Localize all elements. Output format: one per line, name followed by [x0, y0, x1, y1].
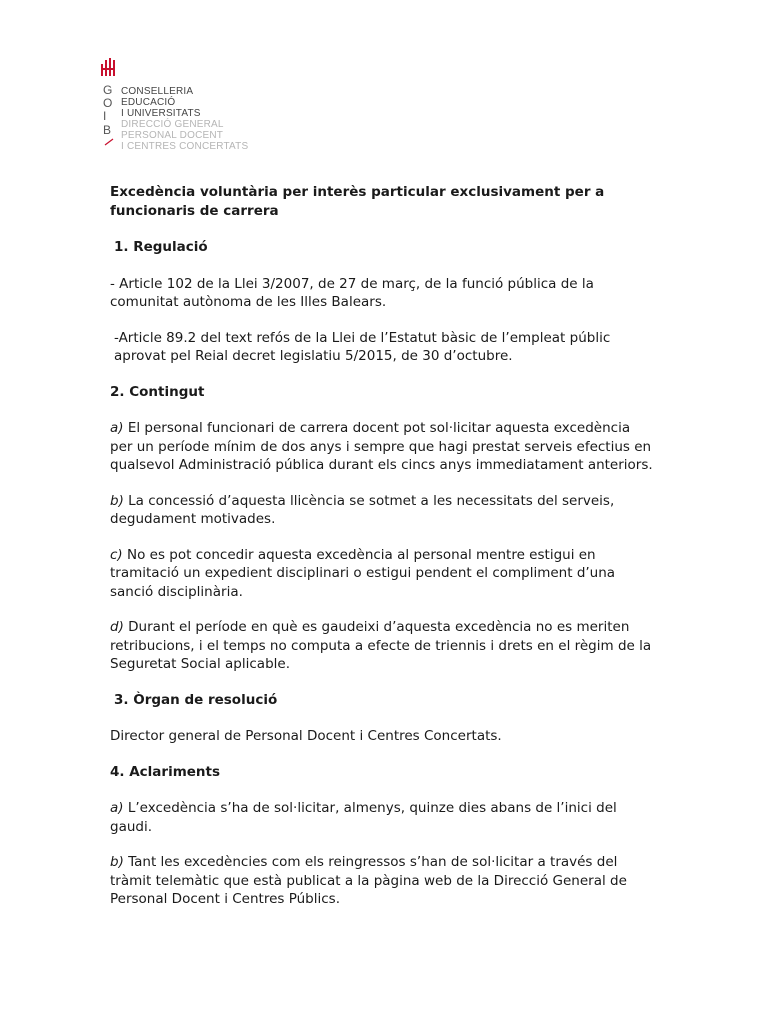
paragraph	[110, 492, 655, 529]
section-heading: 4. Aclariments	[110, 763, 221, 780]
item-marker: c)	[110, 546, 123, 563]
logo-line: I CENTRES CONCERTATS	[121, 141, 249, 152]
logo-line: I UNIVERSITATS	[121, 108, 201, 119]
logo-line: EDUCACIÓ	[121, 97, 176, 108]
goib-emblem-icon	[100, 58, 118, 80]
section-heading: 1. Regulació	[114, 239, 208, 255]
slash-mark-icon	[104, 138, 114, 146]
section-heading: 2. Contingut	[110, 383, 205, 400]
paragraph	[110, 618, 655, 674]
logo-line: DIRECCIÓ GENERAL	[121, 119, 224, 130]
paragraph: - Article 102 de la Llei 3/2007, de 27 de març, de la funció pública de la comunitat autònoma de les Illes Balears.	[110, 275, 594, 310]
section-heading: 3. Òrgan de resolució	[114, 691, 278, 708]
goib-logo	[100, 58, 260, 163]
goib-letters	[103, 84, 113, 137]
item-text: La concessió d’aquesta llicència se sotmet a les necessitats del serveis, degudament motivades.	[110, 492, 615, 527]
paragraph	[110, 419, 655, 475]
goib-letter: G	[103, 83, 113, 97]
document-body	[110, 183, 655, 926]
paragraph: -Article 89.2 del text refós de la Llei de l’Estatut bàsic de l’empleat públic aprovat pel Reial decret legislatiu 5/2015, de 30 d’octubre.	[114, 329, 611, 364]
item-marker: b)	[110, 854, 124, 870]
item-marker: a)	[110, 420, 124, 436]
item-text: No es pot concedir aquesta excedència al personal mentre estigui en tramitació un expedient disciplinari o estigui pendent el compliment d’una sanció disciplinària.	[110, 546, 616, 600]
logo-line: PERSONAL DOCENT	[121, 130, 224, 141]
item-marker: a)	[110, 800, 124, 816]
goib-letter: I	[103, 109, 107, 124]
paragraph: Director general de Personal Docent i Centres Concertats.	[110, 728, 502, 744]
paragraph	[110, 799, 655, 836]
item-text: L’excedència s’ha de sol·licitar, almenys, quinze dies abans de l’inici del gaudi.	[110, 800, 617, 835]
paragraph	[110, 546, 655, 602]
document-title: Excedència voluntària per interès particular exclusivament per a funcionaris de carrera	[110, 184, 605, 219]
paragraph	[110, 853, 655, 909]
item-text: Durant el període en què es gaudeixi d’aquesta excedència no es meriten retribucions, i el temps no computa a efecte de triennis i drets en el règim de la Seguretat Social aplicable.	[110, 619, 652, 672]
item-text: El personal funcionari de carrera docent pot sol·licitar aquesta excedència per un període mínim de dos anys i sempre que hagi prestat serveis efectius en qualsevol Administració pública durant els cincs anys immediatament anteriors.	[110, 420, 653, 473]
goib-letter: O	[103, 96, 113, 111]
item-marker: d)	[110, 619, 124, 635]
goib-letter: B	[103, 122, 112, 137]
item-text: Tant les excedències com els reingressos s’han de sol·licitar a través del tràmit telemàtic que està publicat a la pàgina web de la Direcció General de Personal Docent i Centres Públics.	[110, 854, 627, 907]
logo-line: CONSELLERIA	[121, 86, 194, 97]
logo-department-text	[121, 86, 248, 152]
item-marker: b)	[110, 492, 124, 509]
